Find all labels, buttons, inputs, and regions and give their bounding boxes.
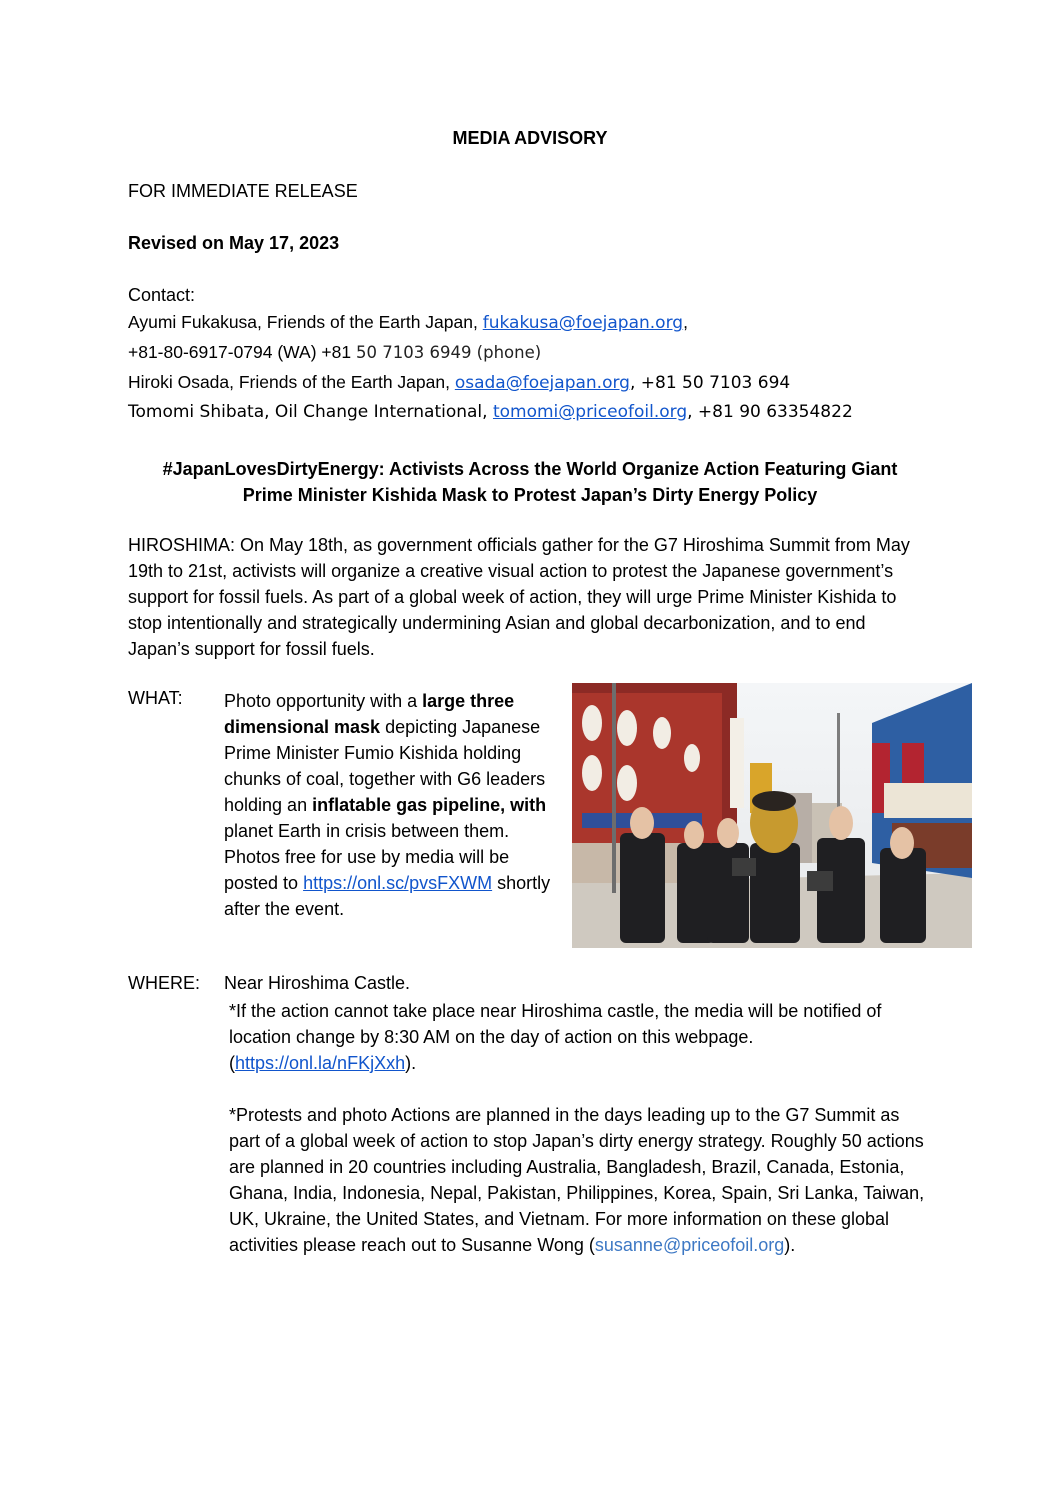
intro-paragraph: HIROSHIMA: On May 18th, as government officials gather for the G7 Hiroshima Summit from May 19th to 21st, activists will organize a creative visual action to protest the Japanese government’s support for fossil fuels. As part of a global week of action, they will urge Prime Minister Kishida to stop intentionally and strategically undermining Asian and global decarbonization, and to end Japan’s support for fossil fuels. xyxy=(128,535,910,659)
contact-label: Contact: xyxy=(128,285,196,305)
what-text-3: planet Earth in crisis between them. Photos free for use by media will be posted to xyxy=(224,821,510,893)
headline-line-1: #JapanLovesDirtyEnergy: Activists Across the World Organize Action Featuring Giant xyxy=(162,459,898,479)
where-note-location-change xyxy=(229,998,929,1076)
contact-phone: 50 7103 6949 (phone) xyxy=(355,343,542,362)
where-location: Near Hiroshima Castle. xyxy=(224,973,411,993)
contact-suffix: , +81 50 7103 694 xyxy=(629,373,791,393)
contact-line-osada xyxy=(128,372,790,393)
contact-text: Tomomi Shibata, Oil Change International, xyxy=(128,402,493,422)
contact-line-shibata xyxy=(128,402,853,422)
what-text-2: depicting Japanese Prime Minister Fumio Kishida holding chunks of coal, together with G6 leaders holding an xyxy=(224,717,546,815)
where-note-global-actions xyxy=(229,1102,929,1258)
what-bold-2: inflatable gas pipeline, with xyxy=(312,795,547,815)
what-text-1: Photo opportunity with a xyxy=(224,691,423,711)
email-link-osada[interactable]: osada@foejapan.org xyxy=(454,373,630,393)
contact-text: Hiroki Osada, Friends of the Earth Japan, xyxy=(128,372,455,392)
page-title: MEDIA ADVISORY xyxy=(452,128,608,148)
location-update-link[interactable]: https://onl.la/nFKjXxh xyxy=(235,1053,406,1073)
contact-line-phone xyxy=(128,342,541,363)
what-description xyxy=(224,688,564,922)
what-text-4: shortly after the event. xyxy=(224,873,551,919)
event-photo xyxy=(572,683,972,948)
what-bold-1: large three dimensional mask xyxy=(224,691,515,737)
event-photo-illustration xyxy=(572,683,972,948)
release-label: FOR IMMEDIATE RELEASE xyxy=(128,181,358,201)
note-end: ). xyxy=(784,1235,796,1255)
contact-line-fukakusa xyxy=(128,312,688,333)
contact-text: Ayumi Fukakusa, Friends of the Earth Japan, xyxy=(128,312,483,332)
contact-suffix: , +81 90 63354822 xyxy=(687,402,853,422)
note-end: ). xyxy=(405,1053,417,1073)
headline-line-2: Prime Minister Kishida Mask to Protest Japan’s Dirty Energy Policy xyxy=(242,485,818,505)
note-text: *Protests and photo Actions are planned in the days leading up to the G7 Summit as part of a global week of action to stop Japan’s dirty energy strategy. Roughly 50 actions are planned in 20 countries including Australia, Bangladesh, Brazil, Canada, Estonia, Ghana, India, Indonesia, Nepal, Pakistan, Philippines, Korea, Spain, Sri Lanka, Taiwan, UK, Ukraine, the United States, and Vietnam. For more information on these global activities please reach out to Susanne Wong ( xyxy=(229,1105,925,1255)
revised-date: Revised on May 17, 2023 xyxy=(128,233,340,253)
headline xyxy=(0,456,1060,508)
email-link-susanne[interactable]: susanne@priceofoil.org xyxy=(594,1235,785,1255)
email-link-shibata[interactable]: tomomi@priceofoil.org xyxy=(492,402,688,422)
contact-suffix: , xyxy=(683,312,688,332)
photos-link[interactable]: https://onl.sc/pvsFXWM xyxy=(303,873,493,893)
contact-text: +81-80-6917-0794 (WA) +81 xyxy=(128,342,356,362)
what-label: WHAT: xyxy=(128,688,183,708)
note-text: *If the action cannot take place near Hiroshima castle, the media will be notified of location change by 8:30 AM on the day of action on this webpage. ( xyxy=(229,1001,882,1073)
where-label: WHERE: xyxy=(128,973,200,993)
email-link-fukakusa[interactable]: fukakusa@foejapan.org xyxy=(482,313,684,333)
